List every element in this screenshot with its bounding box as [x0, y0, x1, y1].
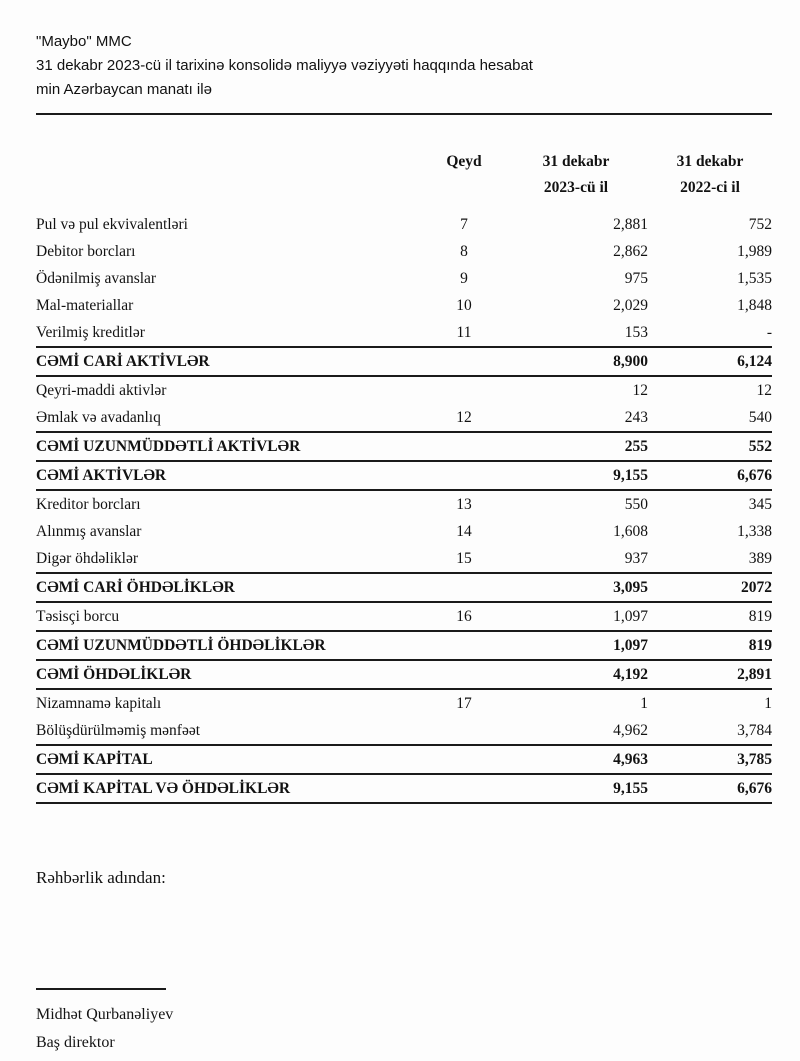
total-row [36, 347, 772, 376]
row-value-2022: 1,338 [737, 522, 772, 540]
table-row [36, 238, 772, 265]
signature-line [36, 988, 166, 990]
table-row [36, 717, 772, 745]
row-value-2023: 1,097 [504, 631, 648, 660]
col-2023-header-line1: 31 dekabr [542, 153, 610, 170]
table-row [36, 545, 772, 573]
row-label: Nizamnamə kapitalı [36, 694, 162, 712]
row-value-2023: 4,963 [504, 745, 648, 774]
row-label: CƏMİ KAPİTAL VƏ ÖHDƏLİKLƏR [36, 774, 424, 803]
signature-heading: Rəhbərlik adından: [36, 868, 166, 887]
note-column-header: Qeyd [446, 153, 482, 170]
signer-title: Baş direktor [36, 1034, 115, 1051]
row-note [424, 432, 504, 461]
row-value-2022: - [766, 323, 772, 341]
report-title: 31 dekabr 2023-cü il tarixinə konsolidə maliyyə vəziyyəti haqqında hesabat [36, 57, 533, 74]
row-value-2022: 1,989 [737, 242, 772, 260]
row-value-2023: 4,962 [613, 721, 648, 739]
row-label: CƏMİ UZUNMÜDDƏTLİ ÖHDƏLİKLƏR [36, 631, 424, 660]
row-note: 17 [456, 694, 472, 712]
row-value-2023: 2,029 [613, 296, 648, 314]
row-value-2022: 3,785 [648, 745, 772, 774]
signer-name: Midhət Qurbanəliyev [36, 1006, 174, 1023]
row-label: CƏMİ KAPİTAL [36, 745, 424, 774]
row-value-2022: 345 [748, 495, 772, 513]
table-row [36, 602, 772, 631]
document-header [36, 30, 772, 102]
row-note: 13 [456, 495, 472, 513]
table-header [36, 143, 772, 211]
financial-statement-table [36, 143, 772, 804]
header-rule [36, 113, 772, 115]
row-value-2023: 243 [624, 408, 648, 426]
row-value-2023: 1,097 [613, 607, 648, 625]
row-value-2022: 540 [748, 408, 772, 426]
row-label: CƏMİ CARİ ÖHDƏLİKLƏR [36, 573, 424, 602]
row-label: CƏMİ UZUNMÜDDƏTLİ AKTİVLƏR [36, 432, 424, 461]
row-value-2022: 819 [648, 631, 772, 660]
row-note [424, 717, 504, 745]
table-row [36, 265, 772, 292]
col-2022-header-line2: 2022-ci il [680, 179, 740, 196]
row-note: 9 [460, 269, 468, 287]
col-2022-header-line1: 31 dekabr [676, 153, 744, 170]
row-label: Kreditor borcları [36, 495, 141, 513]
row-note: 8 [460, 242, 468, 260]
table-row [36, 376, 772, 404]
row-note: 15 [456, 549, 472, 567]
row-label: Mal-materiallar [36, 296, 134, 314]
table-header-row-2 [36, 171, 772, 211]
row-value-2022: 6,676 [648, 461, 772, 490]
row-value-2022: 6,676 [648, 774, 772, 803]
row-label: Ödənilmiş avanslar [36, 269, 157, 287]
row-note [424, 461, 504, 490]
signature-section [36, 988, 772, 1052]
row-value-2022: 1,535 [737, 269, 772, 287]
row-value-2023: 12 [632, 381, 648, 399]
row-value-2022: 1,848 [737, 296, 772, 314]
row-value-2023: 9,155 [504, 774, 648, 803]
table-row [36, 404, 772, 432]
row-value-2022: 2072 [648, 573, 772, 602]
row-label: Digər öhdəliklər [36, 549, 139, 567]
row-note [424, 631, 504, 660]
row-value-2022: 6,124 [648, 347, 772, 376]
row-label: Pul və pul ekvivalentləri [36, 215, 188, 233]
row-label: Bölüşdürülməmiş mənfəət [36, 721, 201, 739]
label-column-header [36, 143, 424, 171]
total-row [36, 461, 772, 490]
row-label: CƏMİ CARİ AKTİVLƏR [36, 347, 424, 376]
row-value-2022: 819 [748, 607, 772, 625]
table-row [36, 319, 772, 347]
row-value-2022: 552 [648, 432, 772, 461]
row-note [424, 774, 504, 803]
row-label: CƏMİ ÖHDƏLİKLƏR [36, 660, 424, 689]
row-label: Alınmış avanslar [36, 522, 142, 540]
row-value-2022: 3,784 [737, 721, 772, 739]
row-value-2023: 550 [624, 495, 648, 513]
currency-note: min Azərbaycan manatı ilə [36, 81, 212, 98]
row-label: Debitor borcları [36, 242, 136, 260]
total-row [36, 432, 772, 461]
row-value-2023: 153 [624, 323, 648, 341]
row-value-2023: 1 [640, 694, 648, 712]
row-value-2022: 752 [748, 215, 772, 233]
table-header-row-1 [36, 143, 772, 171]
row-value-2022: 1 [764, 694, 772, 712]
company-name: "Maybo" MMC [36, 33, 132, 50]
row-value-2023: 2,862 [613, 242, 648, 260]
row-label: Qeyri-maddi aktivlər [36, 381, 167, 399]
row-note [424, 347, 504, 376]
row-note: 12 [456, 408, 472, 426]
total-row [36, 774, 772, 803]
table-row [36, 292, 772, 319]
table-body [36, 211, 772, 803]
total-row [36, 745, 772, 774]
row-note: 16 [456, 607, 472, 625]
row-note: 11 [456, 323, 472, 341]
total-row [36, 573, 772, 602]
row-value-2023: 1,608 [613, 522, 648, 540]
row-value-2023: 9,155 [504, 461, 648, 490]
table-row [36, 211, 772, 238]
row-note [424, 660, 504, 689]
total-row [36, 631, 772, 660]
table-row [36, 518, 772, 545]
row-note [424, 376, 504, 404]
row-note: 14 [456, 522, 472, 540]
total-row [36, 660, 772, 689]
row-note: 10 [456, 296, 472, 314]
row-value-2023: 255 [504, 432, 648, 461]
row-value-2022: 2,891 [648, 660, 772, 689]
row-value-2023: 2,881 [613, 215, 648, 233]
row-label: Verilmiş kreditlər [36, 323, 145, 341]
row-value-2022: 389 [748, 549, 772, 567]
row-value-2023: 4,192 [504, 660, 648, 689]
row-label: Təsisçi borcu [36, 607, 120, 625]
row-label: Əmlak və avadanlıq [36, 408, 161, 426]
row-note: 7 [460, 215, 468, 233]
table-row [36, 689, 772, 717]
row-value-2023: 8,900 [504, 347, 648, 376]
table-row [36, 490, 772, 518]
row-value-2023: 975 [624, 269, 648, 287]
row-note [424, 745, 504, 774]
row-value-2023: 937 [624, 549, 648, 567]
row-note [424, 573, 504, 602]
row-label: CƏMİ AKTİVLƏR [36, 461, 424, 490]
row-value-2023: 3,095 [504, 573, 648, 602]
row-value-2022: 12 [756, 381, 772, 399]
col-2023-header-line2: 2023-cü il [543, 179, 609, 196]
